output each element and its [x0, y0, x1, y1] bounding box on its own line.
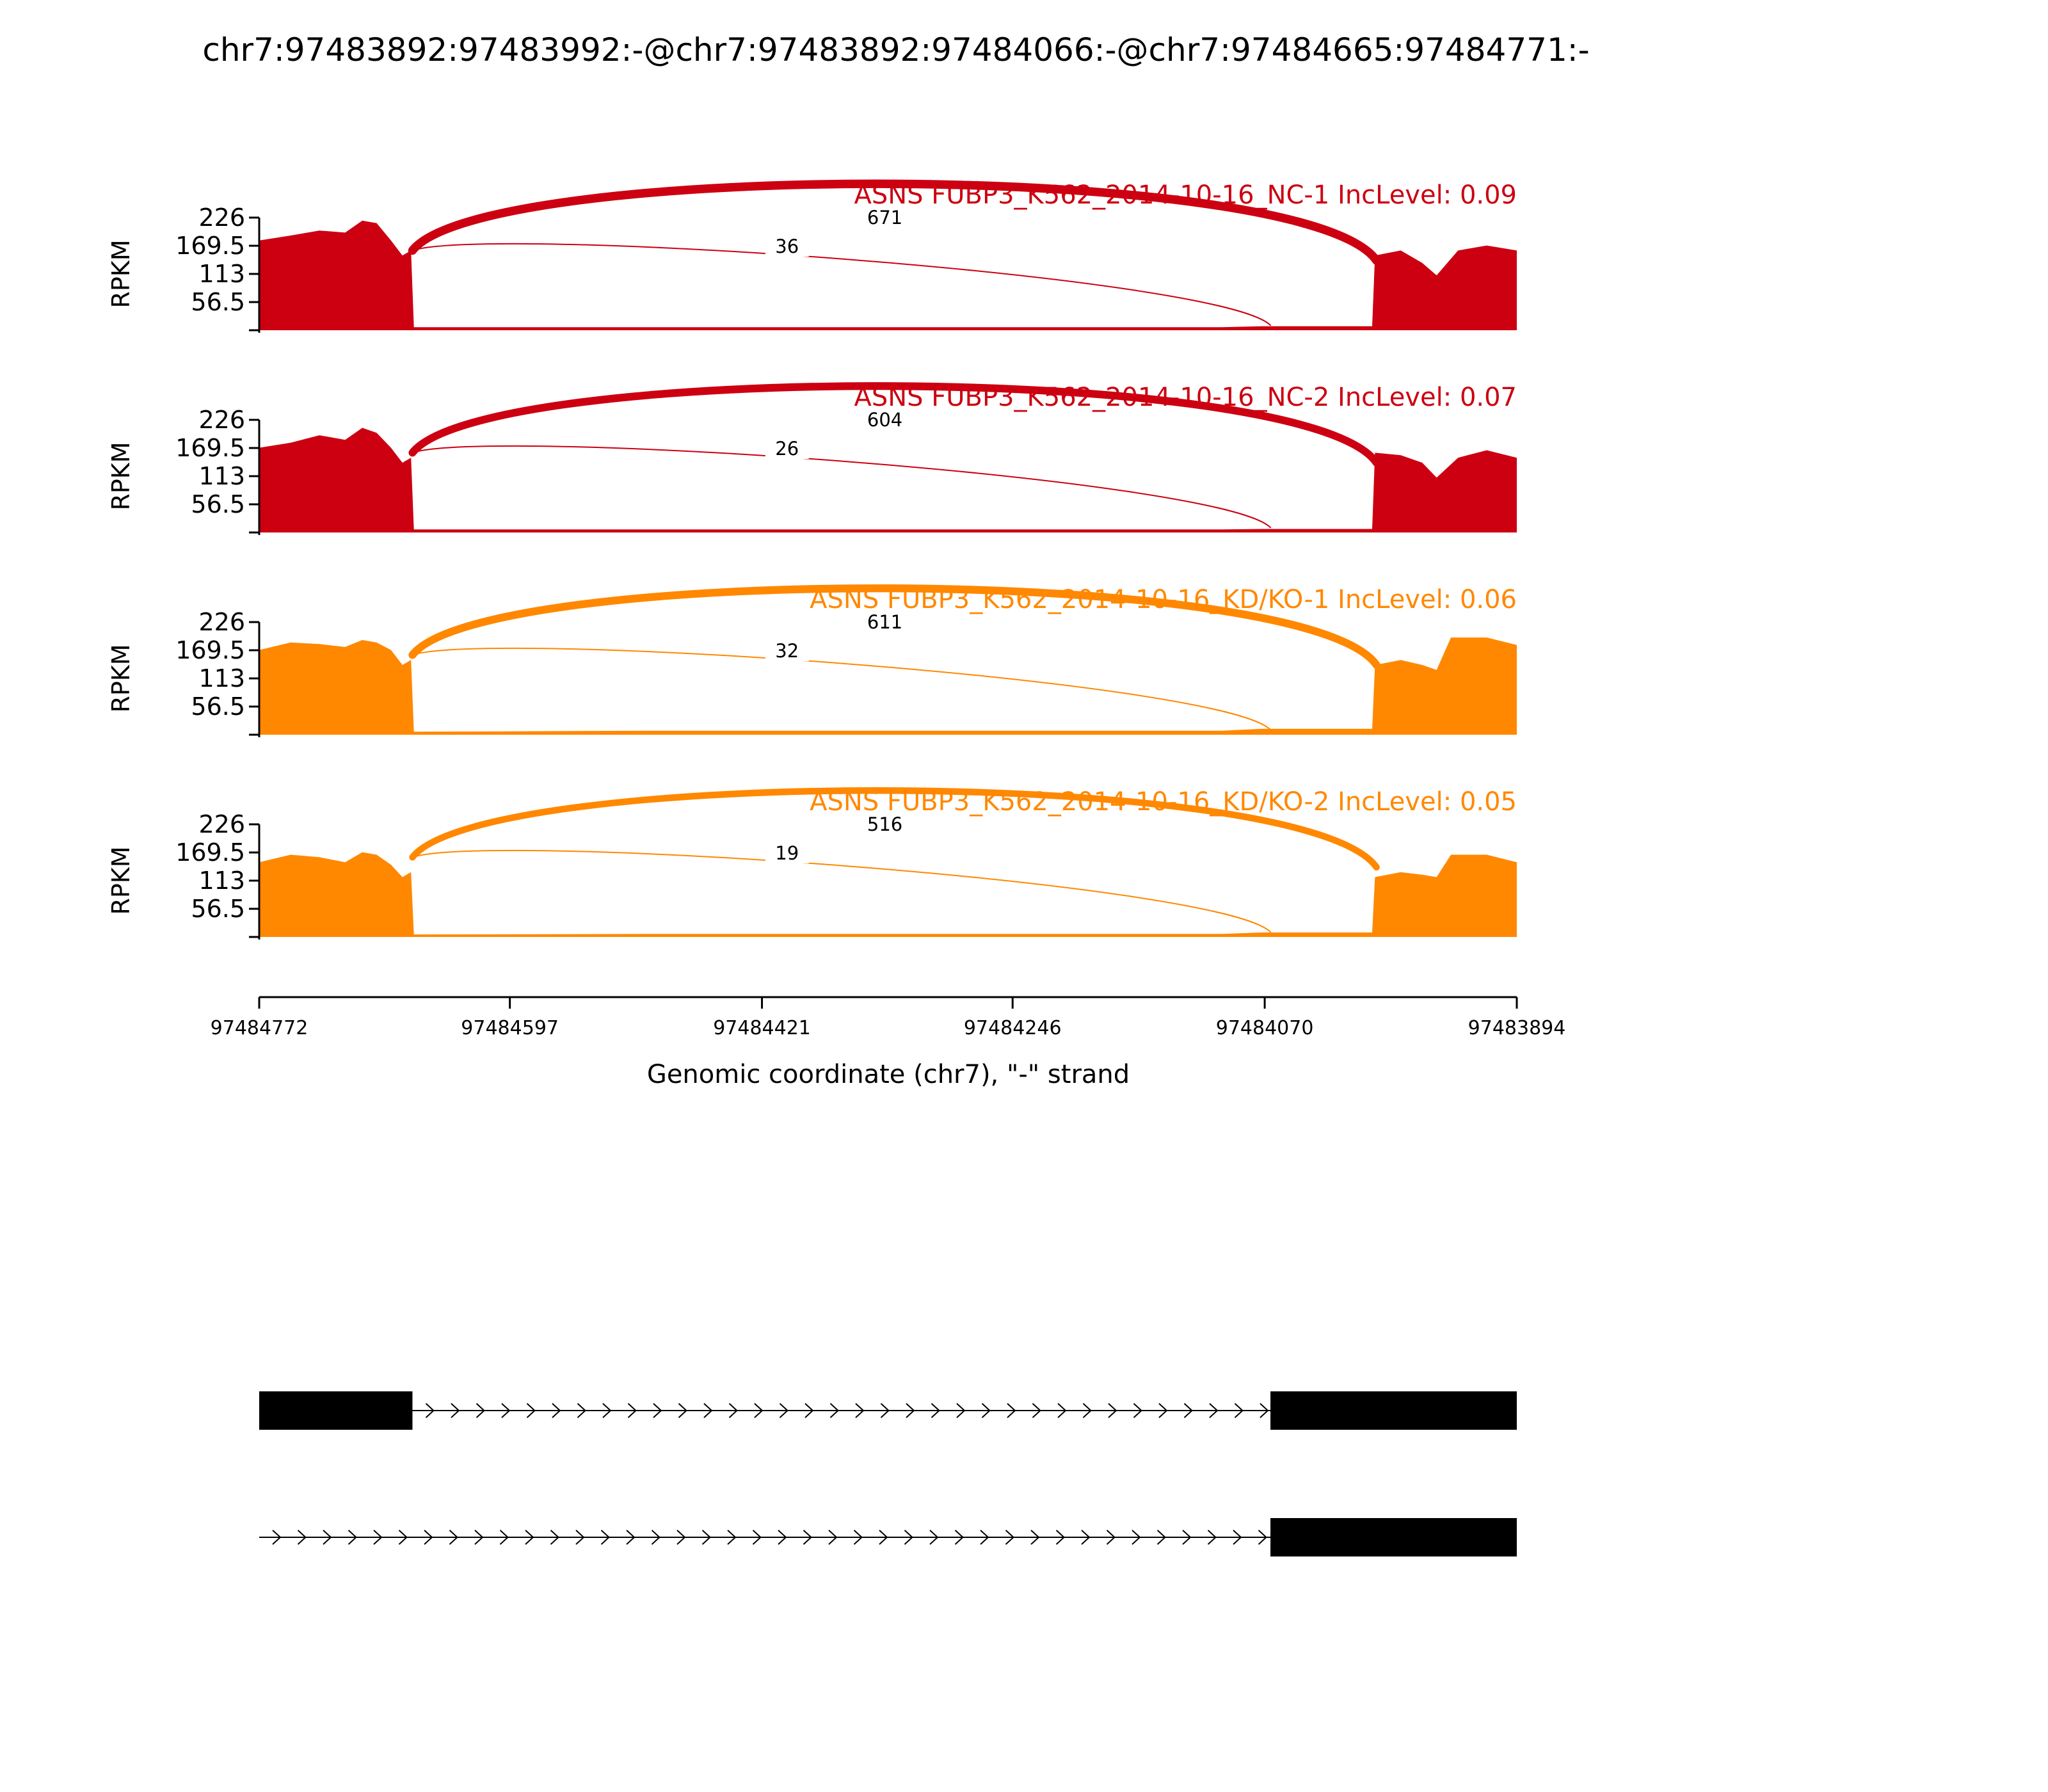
junction-count: 516	[867, 813, 903, 835]
x-tick-label: 97483894	[1468, 1017, 1566, 1039]
panel-2	[107, 383, 1517, 535]
y-tick-label: 169.5	[175, 232, 245, 260]
junction-arc	[412, 851, 1270, 932]
coverage-area	[259, 428, 1517, 533]
y-axis-label: RPKM	[107, 846, 135, 915]
junction-arc	[412, 446, 1270, 527]
panel-3	[107, 585, 1517, 737]
gene-model-1	[259, 1391, 1517, 1430]
y-tick-label: 56.5	[191, 490, 245, 518]
x-tick-label: 97484421	[713, 1017, 811, 1039]
coverage-area	[259, 852, 1517, 937]
y-axis-label: RPKM	[107, 644, 135, 713]
coverage-area	[259, 637, 1517, 735]
panel-title: ASNS FUBP3_K562_2014-10-16_KD/KO-2 IncLevel: 0.05	[810, 787, 1517, 817]
y-tick-label: 56.5	[191, 288, 245, 316]
junction-count: 604	[867, 409, 903, 431]
junction-count: 36	[775, 236, 799, 257]
y-tick-label: 113	[198, 664, 245, 692]
gene-model-2	[259, 1518, 1517, 1556]
y-tick-label: 113	[198, 260, 245, 288]
y-tick-label: 113	[198, 462, 245, 490]
figure-title: chr7:97483892:97483992:-@chr7:97483892:97484066:-@chr7:97484665:97484771:-	[202, 31, 1590, 68]
junction-count: 32	[775, 640, 799, 662]
junction-count: 671	[867, 207, 903, 228]
y-tick-label: 169.5	[175, 636, 245, 664]
panel-title: ASNS FUBP3_K562_2014-10-16_NC-2 IncLevel: 0.07	[854, 383, 1517, 412]
y-tick-label: 169.5	[175, 838, 245, 867]
y-tick-label: 169.5	[175, 434, 245, 462]
panel-title: ASNS FUBP3_K562_2014-10-16_NC-1 IncLevel: 0.09	[854, 180, 1517, 210]
y-tick-label: 113	[198, 867, 245, 895]
panel-1	[107, 180, 1517, 333]
junction-count: 26	[775, 438, 799, 460]
junction-arc	[412, 244, 1270, 325]
exon-block	[259, 1391, 412, 1430]
x-axis	[211, 997, 1566, 1039]
junction-arc	[412, 648, 1270, 730]
x-axis-label: Genomic coordinate (chr7), "-" strand	[646, 1060, 1130, 1089]
panel-4	[107, 787, 1517, 940]
y-tick-label: 226	[198, 608, 245, 636]
y-tick-label: 56.5	[191, 895, 245, 923]
junction-count: 611	[867, 611, 903, 633]
y-axis-label: RPKM	[107, 442, 135, 511]
exon-block	[1270, 1391, 1517, 1430]
coverage-area	[259, 221, 1517, 330]
x-tick-label: 97484772	[210, 1017, 308, 1039]
y-tick-label: 226	[198, 406, 245, 434]
y-tick-label: 56.5	[191, 692, 245, 721]
gene-models	[259, 1391, 1517, 1556]
y-tick-label: 226	[198, 810, 245, 838]
panel-title: ASNS FUBP3_K562_2014-10-16_KD/KO-1 IncLevel: 0.06	[810, 585, 1517, 614]
x-tick-label: 97484597	[461, 1017, 559, 1039]
x-tick-label: 97484246	[963, 1017, 1062, 1039]
coverage-panels	[107, 180, 1517, 940]
junction-count: 19	[775, 842, 799, 864]
y-tick-label: 226	[198, 204, 245, 232]
exon-block	[1270, 1518, 1517, 1556]
y-axis-label: RPKM	[107, 239, 135, 308]
x-tick-label: 97484070	[1215, 1017, 1314, 1039]
